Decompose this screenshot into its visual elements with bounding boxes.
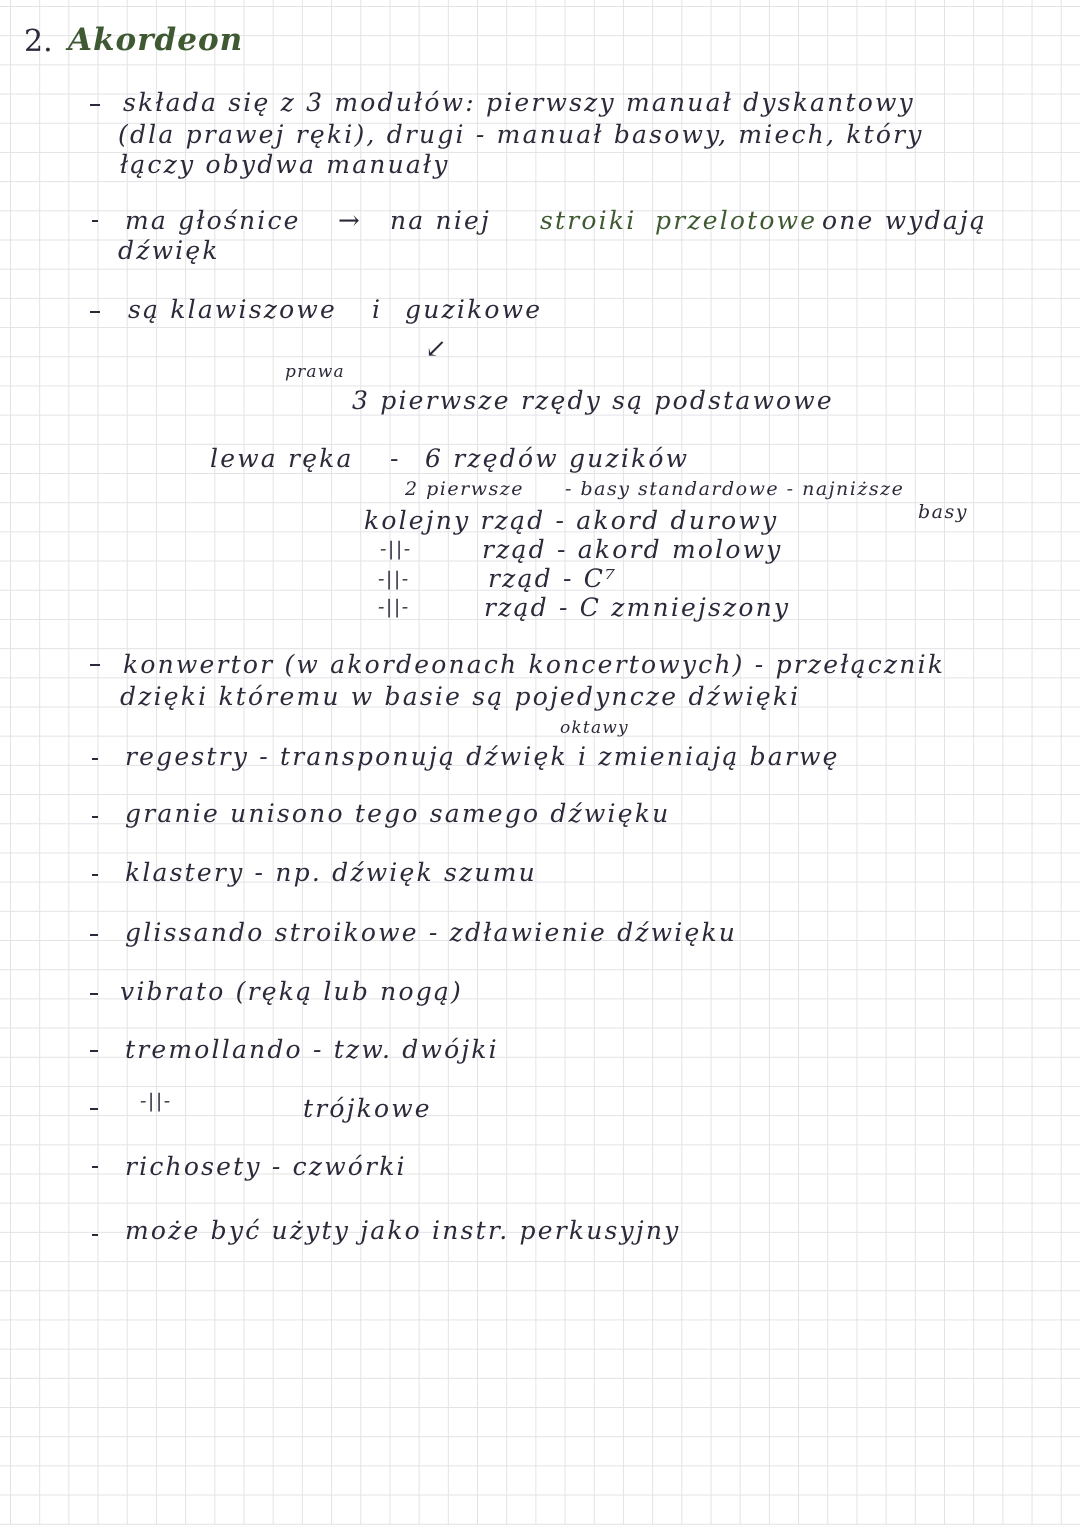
note-word: - basy standardowe - najniższe: [565, 478, 905, 500]
note-line: tremollando - tzw. dwójki: [125, 1035, 499, 1064]
note-line: richosety - czwórki: [125, 1152, 407, 1181]
bullet-dash: [90, 993, 98, 995]
note-line: granie unisono tego samego dźwięku: [125, 799, 671, 828]
note-line: vibrato (ręką lub nogą): [120, 977, 463, 1006]
bullet-dash: [90, 664, 100, 666]
bullet-dash: [92, 758, 98, 760]
ditto-mark: -||-: [378, 568, 410, 590]
bullet-dash: [90, 934, 98, 936]
note-word: guzikowe: [405, 295, 543, 324]
ditto-mark: -||-: [140, 1090, 172, 1112]
note-annotation: oktawy: [560, 718, 629, 738]
bullet-dash: [90, 1050, 98, 1052]
note-word: 2 pierwsze: [405, 478, 524, 500]
note-line: dźwięk: [118, 236, 220, 265]
note-line: glissando stroikowe - zdławienie dźwięku: [125, 918, 738, 947]
note-line: dzięki któremu w basie są pojedyncze dźwięki: [120, 682, 801, 711]
note-word: i: [372, 295, 383, 324]
heading-number: 2.: [24, 24, 53, 59]
note-word: lewa ręka: [210, 444, 354, 473]
note-line: rząd - C zmniejszony: [484, 593, 791, 622]
bullet-dash: [92, 874, 98, 876]
bullet-dash: [92, 1166, 98, 1168]
ditto-mark: -||-: [380, 538, 412, 560]
note-word: są klawiszowe: [128, 295, 337, 324]
bullet-dash: [90, 104, 100, 106]
note-line: regestry - transponują dźwięk i zmieniają barwę: [125, 742, 840, 771]
note-word: one wydają: [822, 206, 987, 235]
arrow-right-icon: →: [338, 206, 360, 236]
bullet-dash: [92, 1234, 98, 1236]
note-line: może być użyty jako instr. perkusyjny: [125, 1216, 681, 1245]
page-title: Akordeon: [68, 22, 244, 58]
bullet-dash: [90, 1108, 98, 1110]
bullet-dash: [92, 816, 98, 818]
note-line: rząd - C⁷: [488, 564, 618, 593]
note-annotation: prawa: [285, 362, 345, 382]
note-word: na niej: [390, 206, 491, 235]
note-word-highlight: przelotowe: [655, 206, 818, 235]
note-line: składa się z 3 modułów: pierwszy manuał dyskantowy: [123, 88, 915, 117]
note-word: -: [390, 444, 401, 473]
note-line: łączy obydwa manuały: [120, 150, 450, 179]
note-word: 6 rzędów guzików: [425, 444, 690, 473]
note-word: trójkowe: [303, 1094, 432, 1123]
ditto-mark: -||-: [378, 596, 410, 618]
note-line: (dla prawej ręki), drugi - manuał basowy, miech, który: [118, 120, 924, 149]
note-line: rząd - akord molowy: [482, 535, 783, 564]
arrow-down-left-icon: ↙: [425, 334, 447, 364]
note-line: kolejny rząd - akord durowy: [364, 506, 779, 535]
note-line: klastery - np. dźwięk szumu: [125, 858, 537, 887]
note-word-highlight: stroiki: [540, 206, 637, 235]
note-line: ma głośnice: [125, 206, 301, 235]
bullet-dash: [92, 220, 98, 222]
bullet-dash: [90, 311, 100, 313]
note-line: 3 pierwsze rzędy są podstawowe: [352, 386, 834, 415]
note-line: konwertor (w akordeonach koncertowych) - przełącznik: [123, 650, 946, 679]
note-word: basy: [918, 501, 968, 523]
